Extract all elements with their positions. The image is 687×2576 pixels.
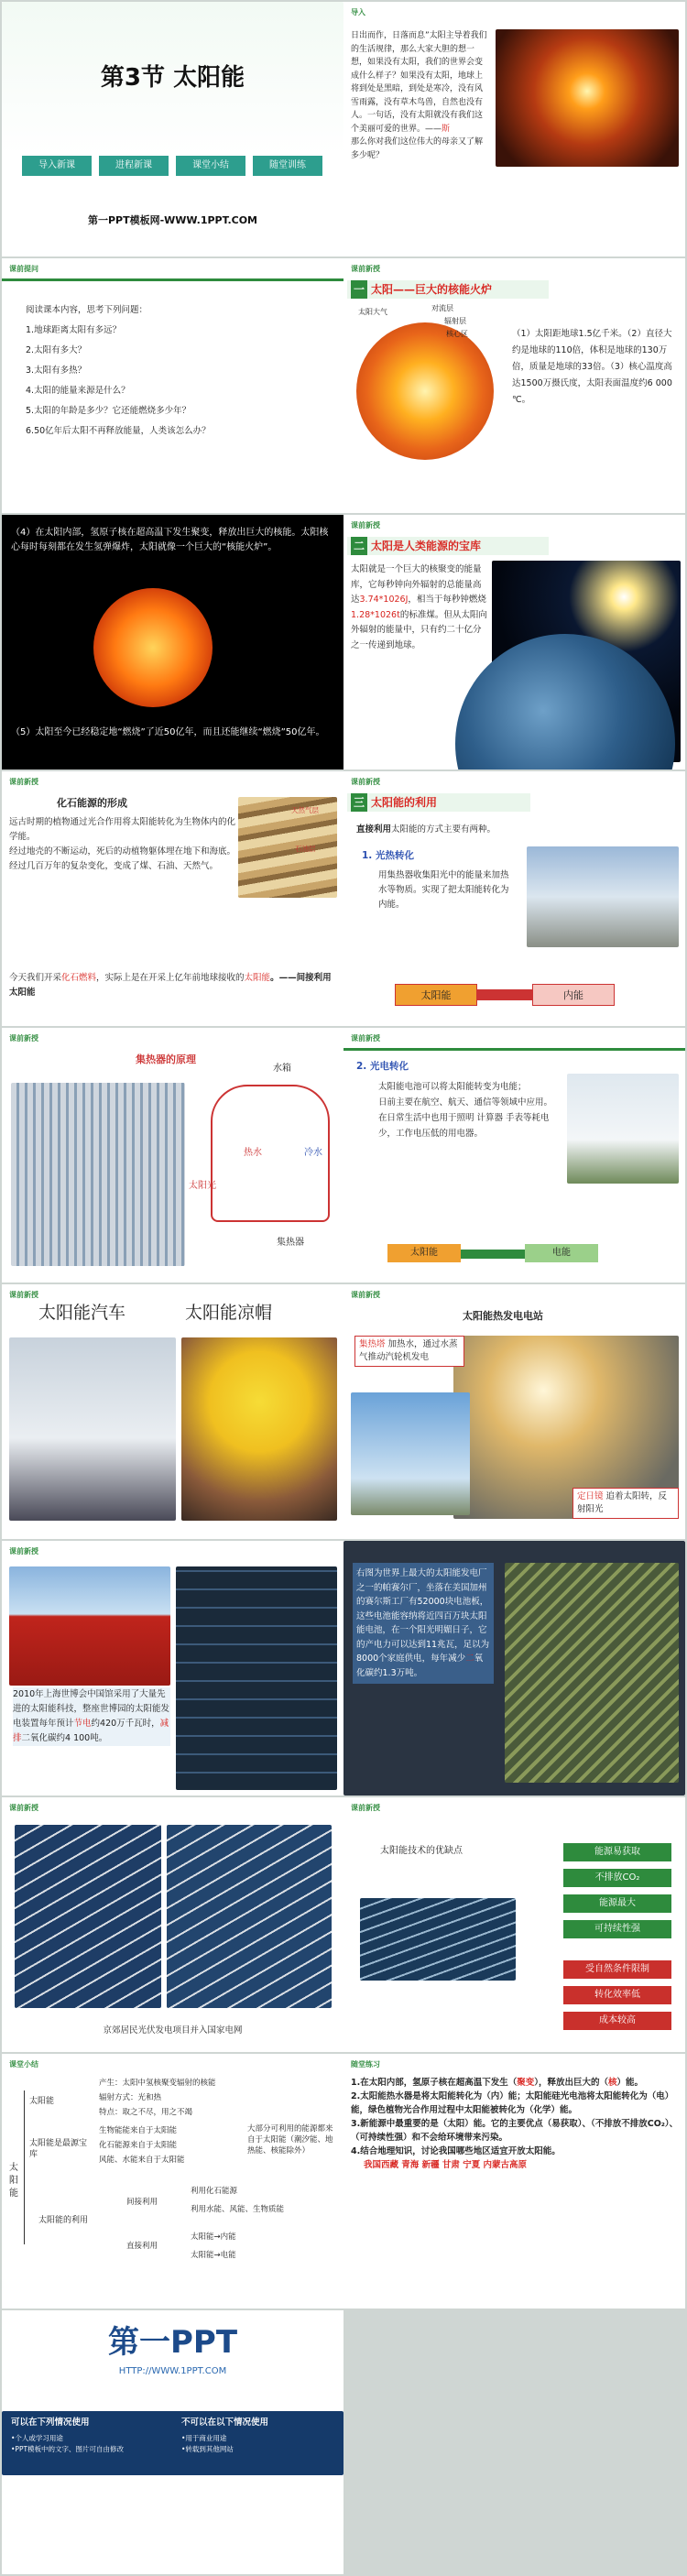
question-intro: 阅读课本内容，思考下列问题： xyxy=(26,305,148,315)
pv-p1: 太阳能电池可以将太阳能转变为电能； xyxy=(378,1082,527,1092)
arrow xyxy=(461,1250,525,1259)
plant-title: 太阳能热发电电站 xyxy=(463,1310,543,1322)
solar-hat-label: 太阳能凉帽 xyxy=(185,1303,273,1323)
saving-term: 节电 xyxy=(73,1719,92,1729)
nav-practice-button[interactable]: 随堂训练 xyxy=(253,156,322,176)
mindmap-node: 太阳能 xyxy=(29,2097,55,2106)
mindmap-leaf: 太阳能→电能 xyxy=(191,2251,236,2260)
solar-car-label: 太阳能汽车 xyxy=(38,1303,126,1323)
practice-q1: 1.在太阳内部，氢原子核在超高温下发生（聚变），释放出巨大的（核）能。 xyxy=(351,2078,644,2088)
mindmap-leaf: 间接利用 xyxy=(126,2198,158,2207)
china-pavilion-image xyxy=(9,1566,170,1686)
practice-q4: 4.结合地理知识，讨论我国哪些地区适宜开放太阳能。 xyxy=(351,2146,561,2156)
nav-new-lesson-button[interactable]: 进程新课 xyxy=(99,156,169,176)
slide-thermal-plant xyxy=(344,1284,685,1539)
pro-item: 能源易获取 xyxy=(563,1843,671,1861)
mindmap-leaf: 产生：太阳中氢核聚变辐射的核能 xyxy=(99,2079,216,2088)
sun-image xyxy=(93,588,213,707)
target-electricity: 电能 xyxy=(525,1244,598,1262)
allowed-heading: 可以在下列情况使用 xyxy=(11,2418,90,2428)
source-solar: 太阳能 xyxy=(395,984,477,1006)
section-number: 三 xyxy=(351,793,367,812)
slide-grid-pv xyxy=(2,1797,344,2052)
slide-expo xyxy=(2,1541,344,1796)
slide-license xyxy=(2,2310,344,2574)
slide-tag: 课前新授 xyxy=(9,1547,38,1555)
plant-text: 右图为世界上最大的太阳能发电厂之一的帕赛尔厂，坐落在美国加州的赛尔斯工厂有52000块电池板，这些电池能容纳将近四百万块太阳能电池，在一个阳光明媚日子，它的产电力可以达到11兆瓦，足以为8000个家庭供电，每年减少 xyxy=(356,1568,490,1664)
fossil-p4: 今天我们开采 xyxy=(9,973,62,983)
solar-farm-image xyxy=(505,1563,679,1783)
con-item: 成本较高 xyxy=(563,2012,671,2030)
fossil-p2: 经过地壳的不断运动，死后的动植物躯体埋在地下和海底。 xyxy=(9,846,236,857)
slide-pros-cons xyxy=(344,1797,685,2052)
mindmap-leaf: 特点：取之不尽，用之不竭 xyxy=(99,2108,193,2117)
fossil-p4e: 。——间接利用太阳能 xyxy=(9,973,332,998)
slide-tag: 课前新授 xyxy=(351,265,380,273)
heliostat-desc: 追着太阳转，反射阳光 xyxy=(577,1491,668,1514)
expo-text3: 二氧化碳约4 100吨。 xyxy=(21,1733,108,1743)
coal-value: 1.28*1026t xyxy=(351,609,400,620)
rock-layers-diagram xyxy=(238,797,337,898)
slide-tag: 导入 xyxy=(351,8,365,16)
mindmap-root: 太阳能 xyxy=(9,2163,18,2199)
pro-item: 可持续性强 xyxy=(563,1920,671,1938)
bracket-line xyxy=(24,2090,25,2244)
nav-intro-button[interactable]: 导入新课 xyxy=(22,156,92,176)
treasury-text2: ，相当于每秒钟燃烧 xyxy=(408,595,486,605)
section-heading: 太阳能的利用 xyxy=(371,796,438,809)
rooftop-pv-image xyxy=(167,1825,332,2008)
intro-text: 日出而作，日落而息”太阳主导着我们的生活规律，那么大家大胆的想一想，如果没有太阳，我们的世界会变成什么样子？如果没有太阳，地球上将到处是黑暗，到处是寒冷，没有风雪雨露，没有草木鸟兽，自然也没有人。一句话，没有太阳就没有我们这个美丽可爱的世界。—— xyxy=(351,31,487,134)
treasury-text3: 的标准煤。但从太阳向外辐射的能量中，只有约二十亿分之一传递到地球。 xyxy=(351,609,487,650)
heliostat-term: 定日镜 xyxy=(577,1491,604,1501)
footer-url: 第一PPT模板网-WWW.1PPT.COM xyxy=(87,214,258,226)
slide-solar-products xyxy=(2,1284,344,1539)
solar-car-image xyxy=(9,1337,176,1521)
direct-use-text: 太阳能的方式主要有两种。 xyxy=(391,824,496,835)
label-hot-water: 热水 xyxy=(244,1148,262,1158)
allowed-item: •PPT模板中的文字、图片可自由修改 xyxy=(11,2445,125,2453)
pros-cons-title: 太阳能技术的优缺点 xyxy=(380,1846,463,1856)
fossil-p1: 远古时期的植物通过光合作用将太阳能转化为生物体内的化学能。 xyxy=(9,817,236,842)
logo-url: HTTP://WWW.1PPT.COM xyxy=(118,2366,227,2376)
plant-tail: 氧化碳约1.3万吨。 xyxy=(356,1654,484,1678)
forbidden-item: •转载到其他网站 xyxy=(181,2445,234,2453)
question-item: 2.太阳有多大？ xyxy=(26,345,87,355)
fossil-fuel-term: 化石燃料 xyxy=(61,973,97,983)
pro-item: 不排放CO₂ xyxy=(563,1869,671,1887)
pv-p3: 在日常生活中也用于照明 计算器 手表等耗电少，工作电压低的用电器。 xyxy=(378,1113,550,1139)
nav-bar xyxy=(22,156,324,180)
slide-tag: 课前新授 xyxy=(351,1804,380,1812)
target-heat: 内能 xyxy=(532,984,615,1006)
section-number: 二 xyxy=(351,537,367,555)
fossil-p3: 经过几百万年的复杂变化，变成了煤、石油、天然气。 xyxy=(9,861,219,871)
mindmap-note: 大部分可利用的能源都来自于太阳能（潮汐能、地热能、核能除外） xyxy=(247,2124,333,2156)
label-tank: 水箱 xyxy=(273,1064,291,1074)
source-solar: 太阳能 xyxy=(387,1244,461,1262)
pv-caption: 京郊居民光伏发电项目并入国家电网 xyxy=(103,2025,243,2036)
logo: 第一PPT xyxy=(107,2324,238,2361)
solar-hat-image xyxy=(181,1337,337,1521)
photothermal-title: 1. 光热转化 xyxy=(362,850,414,861)
slide-tag: 课前新授 xyxy=(351,1291,380,1299)
mindmap-node: 太阳能是最源宝库 xyxy=(29,2139,88,2159)
slide-tag: 随堂练习 xyxy=(351,2060,380,2068)
slide-tag: 课前新授 xyxy=(351,521,380,529)
slide-title xyxy=(2,2,344,257)
mindmap-leaf: 利用水能、风能、生物质能 xyxy=(191,2205,285,2214)
tower-image xyxy=(351,1392,470,1515)
section-heading: 太阳——巨大的核能火炉 xyxy=(371,283,493,296)
sun-structure-diagram xyxy=(356,322,494,460)
label-collector: 集热器 xyxy=(277,1238,304,1248)
mindmap-leaf: 风能、水能来自于太阳能 xyxy=(99,2156,185,2165)
slide-largest-plant xyxy=(344,1541,685,1796)
label-convection: 对流层 xyxy=(431,304,453,312)
slide-fossil-fuel xyxy=(2,771,344,1026)
collector-image xyxy=(11,1083,185,1266)
tower-desc: 加热水，通过水蒸气推动汽轮机发电 xyxy=(359,1339,458,1362)
mindmap-leaf: 利用化石能源 xyxy=(191,2187,238,2196)
pro-item: 能源最大 xyxy=(563,1894,671,1913)
arrow xyxy=(477,989,532,1000)
slide-energy-treasury xyxy=(344,515,685,770)
intro-question: 那么你对我们这位伟大的母亲又了解多少呢？ xyxy=(351,137,484,160)
mindmap-leaf: 化石能源来自于太阳能 xyxy=(99,2141,178,2150)
panels-image xyxy=(360,1898,516,1981)
solar-streetlight-image xyxy=(567,1074,679,1184)
tower-term: 集热塔 xyxy=(359,1339,386,1349)
mindmap-node: 太阳能的利用 xyxy=(38,2216,89,2225)
divider xyxy=(344,1048,685,1051)
mindmap-leaf: 直接利用 xyxy=(126,2242,158,2251)
slide-tag: 课堂小结 xyxy=(9,2060,38,2068)
allowed-item: •个人或学习用途 xyxy=(11,2434,63,2442)
mindmap-leaf: 太阳能→内能 xyxy=(191,2232,236,2242)
photovoltaic-title: 2. 光电转化 xyxy=(356,1061,409,1072)
label-gas: 天然气层 xyxy=(291,806,319,814)
slide-collector xyxy=(2,1028,344,1283)
slide-sun-furnace xyxy=(344,258,685,513)
slide-practice xyxy=(344,2054,685,2309)
slide-tag: 课前新授 xyxy=(9,1291,38,1299)
sunset-image xyxy=(496,29,679,167)
expo-text2: 约420万千瓦时， xyxy=(91,1719,160,1729)
slide-title-text: 第3节 太阳能 xyxy=(100,64,245,92)
treasury-text: 太阳就是一个巨大的核聚变的能量库，它每秒钟向外辐射的总能量高达 xyxy=(351,564,482,605)
slide-intro xyxy=(344,2,685,257)
label-cold-water: 冷水 xyxy=(304,1148,322,1158)
practice-q2: 2.太阳能热水器是将太阳能转化为（内）能；太阳能硅光电池将太阳能转化为（电）能，绿色植物光合作用过程中太阳能被转化为（化学）能。 xyxy=(351,2091,674,2115)
photothermal-text: 用集热器收集阳光中的能量来加热水等物质。实现了把太阳能转化为内能。 xyxy=(378,870,509,910)
expo-text: 2010年上海世博会中国馆采用了大量先进的太阳能科技，整座世博园的太阳能发电装置每年预计 xyxy=(13,1689,170,1729)
installer-image xyxy=(15,1825,161,2008)
nav-summary-button[interactable]: 课堂小结 xyxy=(176,156,245,176)
slide-solar-use xyxy=(344,771,685,1026)
forbidden-item: •用于商业用途 xyxy=(181,2434,227,2442)
slide-tag: 课前新授 xyxy=(351,1034,380,1042)
solar-heater-image xyxy=(527,846,679,947)
earth-sunrise-image xyxy=(492,561,681,762)
practice-answer: 我国西藏 青海 新疆 甘肃 宁夏 内蒙古高原 xyxy=(364,2160,528,2170)
question-item: 4.太阳的能量来源是什么？ xyxy=(26,386,130,396)
slide-sun-fusion xyxy=(2,515,344,770)
question-item: 1.地球距离太阳有多远？ xyxy=(26,325,122,335)
mindmap-leaf: 辐射方式：光和热 xyxy=(99,2093,162,2102)
reduce-term: 减排 xyxy=(13,1719,169,1743)
slide-tag: 课前新授 xyxy=(9,1804,38,1812)
intro-tail: 斯 xyxy=(442,124,451,134)
question-item: 3.太阳有多热？ xyxy=(26,366,87,376)
practice-q3: 3.新能源中最重要的是（太阳）能。它的主要优点（易获取）、（不排放不排放CO₂）、（可持续性强）和不会给环境带来污染。 xyxy=(351,2119,679,2143)
label-core: 核心区 xyxy=(446,330,468,338)
mindmap-leaf: 生物能能来自于太阳能 xyxy=(99,2126,178,2135)
section-number: 一 xyxy=(351,280,367,299)
energy-value: 3.74*1026J xyxy=(359,595,409,605)
label-sunlight: 太阳光 xyxy=(189,1181,216,1191)
label-radiation: 辐射层 xyxy=(444,317,466,325)
slide-photovoltaic xyxy=(344,1028,685,1283)
direct-use: 直接利用 xyxy=(356,824,392,835)
pv-p2: 日前主要在航空、航天、通信等领域中应用。 xyxy=(378,1097,553,1108)
section-heading: 太阳是人类能源的宝库 xyxy=(371,540,482,552)
solar-panels-image xyxy=(176,1566,337,1790)
slide-summary xyxy=(2,2054,344,2309)
co2-term: 二 xyxy=(465,1654,474,1664)
label-oil: 石油层 xyxy=(295,845,316,853)
fusion-text: （4）在太阳内部，氢原子核在超高温下发生聚变，释放出巨大的核能。太阳核心每时每刻都在发生氢弹爆炸，太阳就像一个巨大的“核能火炉”。 xyxy=(11,528,329,552)
burning-text: （5）太阳至今已经稳定地“燃烧”了近50亿年，而且还能继续“燃烧”50亿年。 xyxy=(11,727,325,737)
con-item: 受自然条件限制 xyxy=(563,1960,671,1979)
sun-facts: （1）太阳距地球1.5亿千米。（2）直径大约是地球的110倍，体积是地球的130万倍，质量是地球的33倍。（3）核心温度高达1500万摄氏度，太阳表面温度约6 000 ℃。 xyxy=(512,329,672,405)
con-item: 转化效率低 xyxy=(563,1986,671,2004)
fossil-p4c: ，实际上是在开采上亿年前地球接收的 xyxy=(96,973,245,983)
slide-tag: 课前新授 xyxy=(9,778,38,786)
label-atmosphere: 太阳大气 xyxy=(358,308,387,316)
question-item: 5.太阳的年龄是多少？它还能燃烧多少年？ xyxy=(26,406,191,416)
collector-title: 集热器的原理 xyxy=(136,1053,196,1065)
slide-tag: 课前提问 xyxy=(9,265,38,273)
solar-term: 太阳能 xyxy=(244,973,271,983)
forbidden-heading: 不可以在以下情况使用 xyxy=(181,2418,269,2428)
slide-tag: 课前新授 xyxy=(351,778,380,786)
fossil-title: 化石能源的形成 xyxy=(57,797,127,809)
slide-questions xyxy=(2,258,344,513)
question-item: 6.50亿年后太阳不再释放能量，人类该怎么办？ xyxy=(26,426,211,436)
divider xyxy=(2,278,344,281)
slide-tag: 课前新授 xyxy=(9,1034,38,1042)
